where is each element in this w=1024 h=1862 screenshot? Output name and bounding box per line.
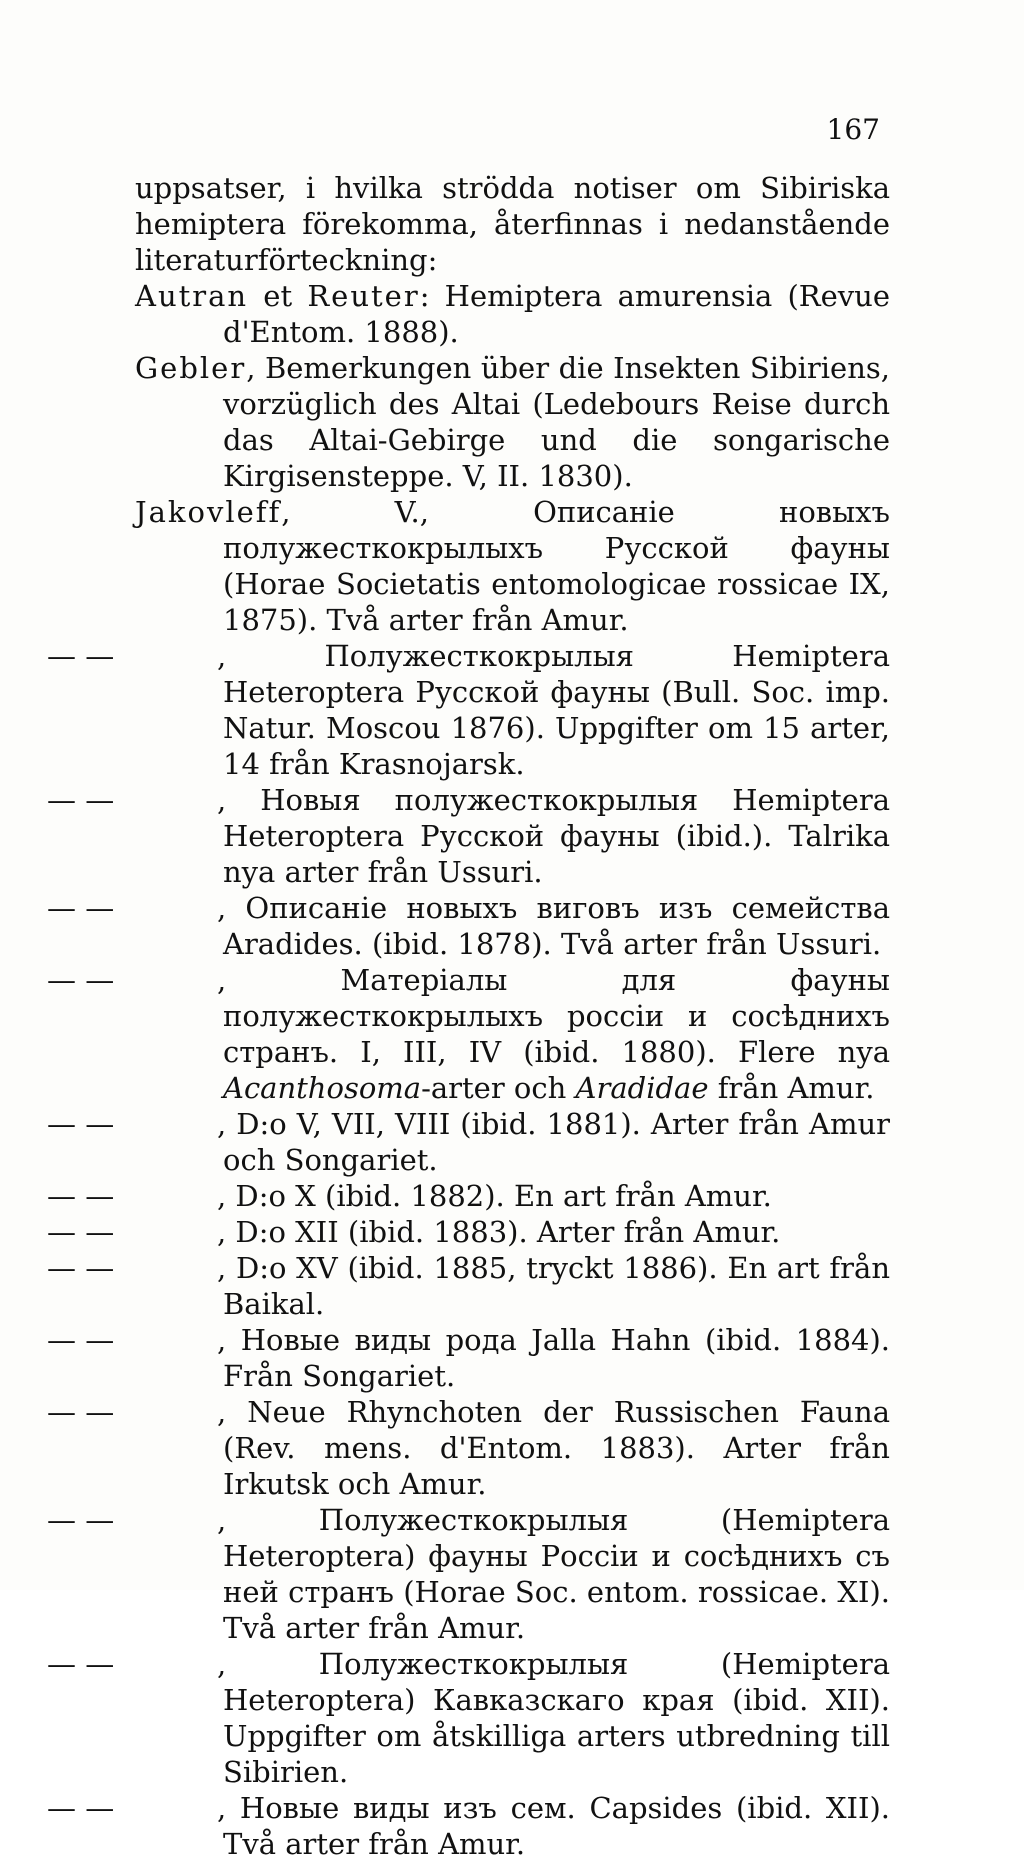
bibliography-entry	[47, 962, 890, 1106]
ditto-dash: — —	[47, 1791, 115, 1825]
bibliography-entry	[47, 1394, 890, 1502]
ditto-dash: — —	[47, 1395, 115, 1429]
bibliography-entry	[47, 1790, 890, 1862]
bibliography-entry	[47, 1214, 890, 1250]
ditto-dash: — —	[47, 1107, 115, 1141]
ditto-dash: — —	[47, 1179, 115, 1213]
bibliography-entry	[47, 1106, 890, 1178]
bibliography-entry	[47, 1646, 890, 1790]
intro-paragraph: uppsatser, i hvilka strödda notiser om Sibiriska hemiptera förekomma, återfinnas i nedanstående literaturförteckning:	[135, 171, 890, 277]
author-name: Jakovleff	[135, 495, 282, 529]
bibliography-entry	[135, 278, 890, 350]
entry-text: : Hemiptera amurensia (Revue d'Entom. 1888).	[223, 279, 890, 349]
document-body	[47, 170, 890, 1862]
ditto-dash: — —	[47, 1647, 115, 1681]
entry-text-end: från Amur.	[708, 1071, 875, 1105]
ditto-dash: — —	[47, 783, 115, 817]
bibliography-entry	[135, 350, 890, 494]
entry-text: , D:o XV (ibid. 1885, tryckt 1886). En art från Baikal.	[217, 1251, 890, 1321]
bibliography-entry	[47, 782, 890, 890]
entry-text: , Neue Rhynchoten der Russischen Fauna (Rev. mens. d'Entom. 1883). Arter från Irkutsk och Amur.	[217, 1395, 890, 1501]
bibliography-entry	[47, 890, 890, 962]
family-name: Aradidae	[575, 1071, 709, 1105]
entry-text: , V., Описаніе новыхъ полужесткокрылыхъ Русской фауны (Horae Societatis entomologicae rossicae IX, 1875). Två arter från Amur.	[223, 495, 890, 637]
entry-text: , Новые виды изъ сем. Capsides (ibid. XII). Två arter från Amur.	[217, 1791, 890, 1861]
ditto-dash: — —	[47, 891, 115, 925]
bibliography-entry	[47, 1502, 890, 1646]
entry-text: , D:o XII (ibid. 1883). Arter från Amur.	[217, 1215, 781, 1249]
ditto-dash: — —	[47, 1503, 115, 1537]
ditto-dash: — —	[47, 963, 115, 997]
entry-text: , Полужесткокрылыя Hemiptera Heteroptera Русской фауны (Bull. Soc. imp. Natur. Moscou 1876). Uppgifter om 15 arter, 14 från Krasnojarsk.	[217, 639, 890, 781]
entry-text: , D:o V, VII, VIII (ibid. 1881). Arter från Amur och Songariet.	[217, 1107, 890, 1177]
bibliography-entry	[135, 494, 890, 638]
entry-text: , Полужесткокрылыя (Hemiptera Heteroptera) фауны Россіи и сосѣднихъ съ ней странъ (Horae Soc. entom. rossicae. XI). Två arter från Amur.	[217, 1503, 890, 1645]
entry-connector: et	[248, 279, 308, 313]
entry-text: , Bemerkungen über die Insekten Sibiriens, vorzüglich des Altai (Ledebours Reise durch das Altai-Gebirge und die songarische Kirgisensteppe. V, II. 1830).	[223, 351, 890, 493]
entry-text: , Новые виды рода Jalla Hahn (ibid. 1884). Från Songariet.	[217, 1323, 890, 1393]
page-number: 167	[826, 113, 880, 146]
bibliography-entry	[47, 1178, 890, 1214]
entry-text: , Матеріалы для фауны полужесткокрылыхъ россіи и сосѣднихъ странъ. I, III, IV (ibid. 1880). Flere nya	[217, 963, 890, 1069]
entry-text: , Новыя полужесткокрылыя Hemiptera Heteroptera Русской фауны (ibid.). Talrika nya arter från Ussuri.	[217, 783, 890, 889]
entry-text: , D:o X (ibid. 1882). En art från Amur.	[217, 1179, 772, 1213]
bibliography-entry	[47, 638, 890, 782]
author-name: Gebler	[135, 351, 247, 385]
entry-text-continued: -arter och	[421, 1071, 576, 1105]
genus-name: Acanthosoma	[223, 1071, 422, 1105]
bibliography-entry	[47, 1250, 890, 1322]
ditto-dash: — —	[47, 1323, 115, 1357]
entry-text: , Полужесткокрылыя (Hemiptera Heteroptera) Кавказскаго края (ibid. XII). Uppgifter om åtskilliga arters utbredning till Sibirien.	[217, 1647, 890, 1789]
author-name: Autran	[135, 279, 249, 313]
author-name: Reuter	[307, 279, 420, 313]
ditto-dash: — —	[47, 1251, 115, 1285]
entry-text: , Описаніе новыхъ виговъ изъ семейства Aradides. (ibid. 1878). Två arter från Ussuri.	[217, 891, 890, 961]
bibliography-entry	[47, 1322, 890, 1394]
ditto-dash: — —	[47, 1215, 115, 1249]
ditto-dash: — —	[47, 639, 115, 673]
